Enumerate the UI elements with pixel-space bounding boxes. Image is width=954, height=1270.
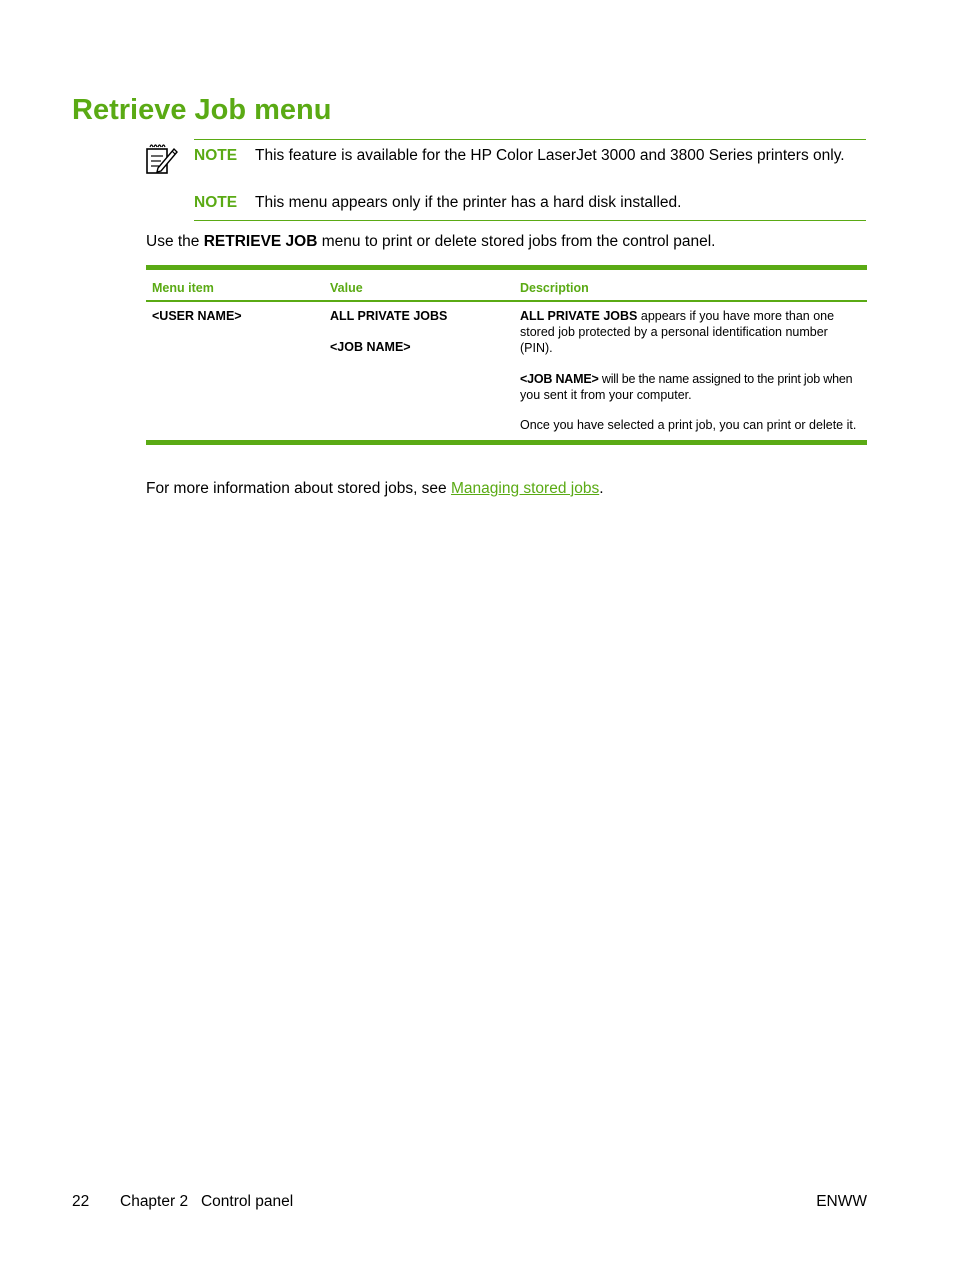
cell-description-2	[520, 371, 865, 403]
desc-text: you sent it from your computer.	[520, 388, 692, 402]
more-info-paragraph	[146, 479, 604, 499]
table-header-row	[146, 270, 867, 302]
desc-bold: ALL PRIVATE JOBS	[520, 309, 638, 323]
note-1	[194, 146, 845, 166]
intro-paragraph	[146, 232, 716, 252]
note-text: This menu appears only if the printer has a hard disk installed.	[255, 194, 682, 211]
header-menu-item: Menu item	[152, 281, 214, 295]
note-icon	[144, 141, 180, 177]
more-info-text: For more information about stored jobs, see	[146, 480, 451, 497]
desc-bold: <JOB NAME>	[520, 372, 599, 386]
table-bottom-rule	[146, 440, 867, 445]
footer-chapter: Chapter 2 Control panel	[120, 1193, 294, 1210]
menu-table	[146, 265, 867, 445]
footer-page-number: 22	[72, 1193, 90, 1210]
note-text: This feature is available for the HP Color LaserJet 3000 and 3800 Series printers only.	[255, 147, 845, 164]
note-2	[194, 193, 681, 213]
cell-value-2: <JOB NAME>	[330, 340, 411, 354]
cell-description-3: Once you have selected a print job, you can print or delete it.	[520, 418, 857, 432]
desc-text: will be the name assigned to the print job when	[598, 372, 853, 386]
table-row	[146, 302, 867, 440]
note-block	[194, 139, 866, 221]
desc-text: appears if you have more than one	[637, 309, 835, 323]
header-description: Description	[520, 281, 589, 295]
cell-value-1: ALL PRIVATE JOBS	[330, 309, 448, 323]
cell-description-1	[520, 308, 865, 356]
more-info-text-end: .	[599, 480, 604, 497]
cell-menu-item: <USER NAME>	[152, 309, 242, 323]
desc-text: stored job protected by a personal identification number	[520, 325, 828, 339]
managing-stored-jobs-link[interactable]: Managing stored jobs	[450, 480, 600, 497]
desc-text: (PIN).	[520, 341, 553, 355]
intro-text-end: menu to print or delete stored jobs from the control panel.	[317, 233, 716, 250]
note-label: NOTE	[194, 194, 238, 211]
footer-enww: ENWW	[816, 1193, 867, 1210]
header-value: Value	[330, 281, 363, 295]
page-title: Retrieve Job menu	[72, 94, 332, 126]
intro-text: Use the	[146, 233, 204, 250]
intro-bold: RETRIEVE JOB	[203, 233, 318, 250]
note-label: NOTE	[194, 147, 238, 164]
